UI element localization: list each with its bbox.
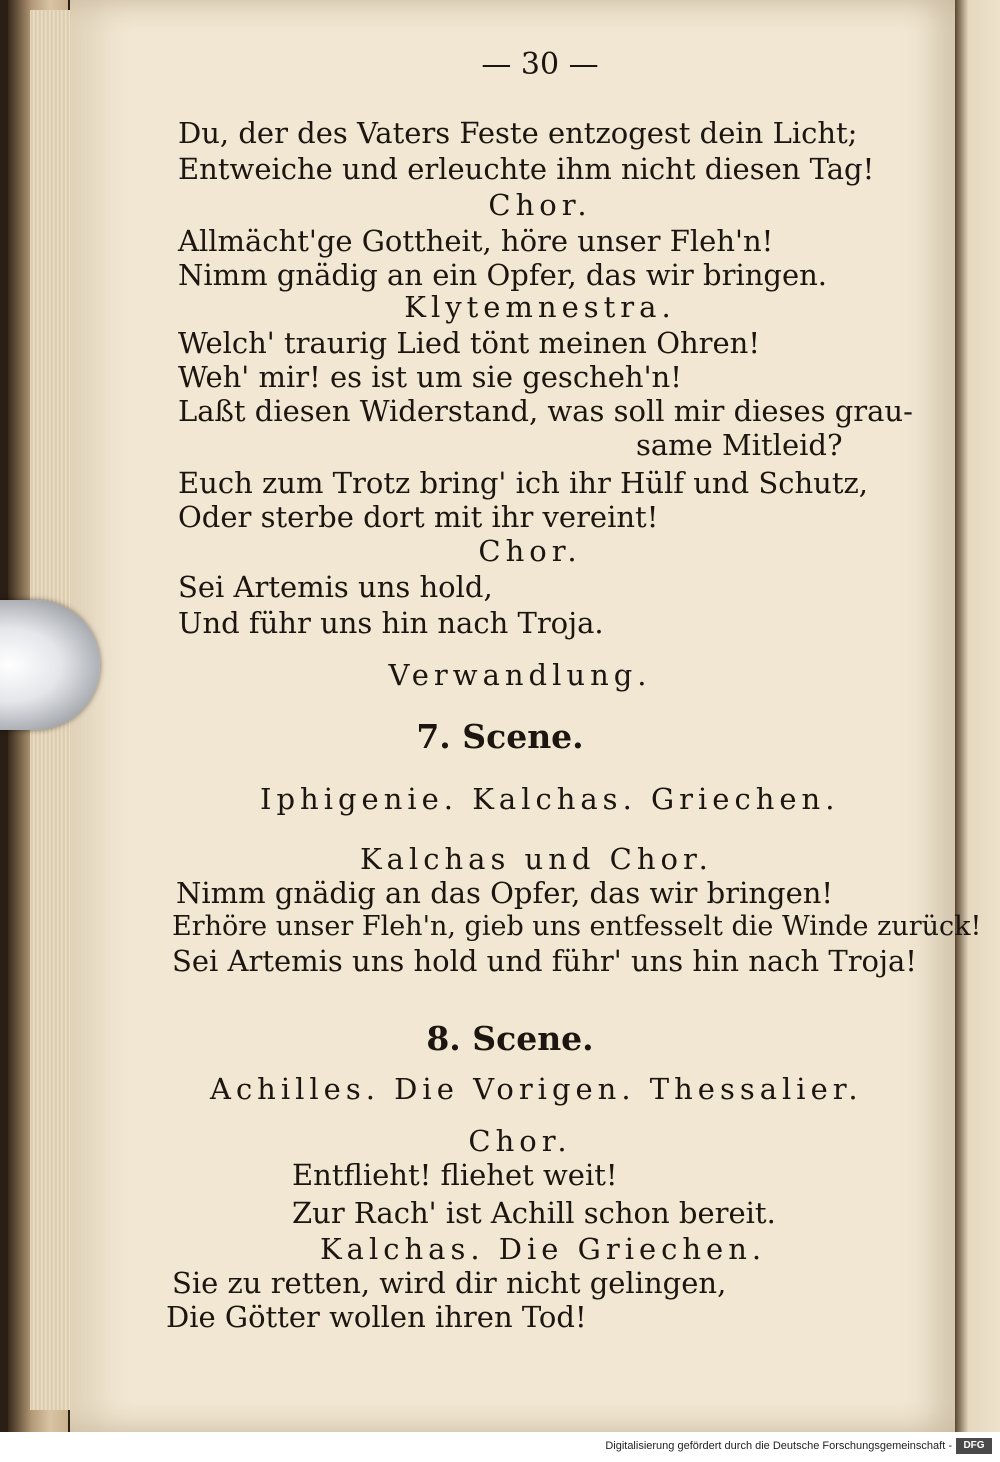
verse-line: Laßt diesen Widerstand, was soll mir dieses grau- <box>178 394 913 428</box>
verse-line: Entflieht! fliehet weit! <box>292 1158 618 1192</box>
verse-line: Oder sterbe dort mit ihr vereint! <box>178 500 659 534</box>
verse-line: Die Götter wollen ihren Tod! <box>166 1300 587 1334</box>
scene-heading: 8. Scene. <box>426 1019 594 1058</box>
speaker-label: Klytemnestra. <box>404 290 676 324</box>
footer-bar <box>0 1432 1000 1462</box>
stage-direction: Verwandlung. <box>388 658 652 692</box>
verse-line: Entweiche und erleuchte ihm nicht diesen Tag! <box>178 152 875 186</box>
verse-line: Zur Rach' ist Achill schon bereit. <box>292 1196 776 1230</box>
verse-line: Weh' mir! es ist um sie gescheh'n! <box>178 360 682 394</box>
verse-line: Sie zu retten, wird dir nicht gelingen, <box>172 1266 727 1300</box>
speaker-label: Kalchas. Die Griechen. <box>320 1232 767 1266</box>
scene-heading: 7. Scene. <box>416 717 584 756</box>
speaker-label: Kalchas und Chor. <box>360 842 713 876</box>
verse-line: Und führ uns hin nach Troja. <box>178 606 604 640</box>
verse-line: same Mitleid? <box>636 428 843 462</box>
cast-list: Iphigenie. Kalchas. Griechen. <box>260 782 840 816</box>
verse-line: Sei Artemis uns hold und führ' uns hin nach Troja! <box>172 944 917 978</box>
verse-line: Du, der des Vaters Feste entzogest dein Licht; <box>178 116 858 150</box>
speaker-label: Chor. <box>478 534 582 568</box>
verse-line: Erhöre unser Fleh'n, gieb uns entfesselt die Winde zurück! <box>172 911 982 942</box>
speaker-label: Chor. <box>488 188 592 222</box>
verse-line: Nimm gnädig an ein Opfer, das wir bringen. <box>178 258 828 292</box>
verse-line: Sei Artemis uns hold, <box>178 570 493 604</box>
digitization-credit: Digitalisierung gefördert durch die Deutsche Forschungsgemeinschaft - <box>605 1440 952 1452</box>
page-number: — 30 — <box>481 47 599 82</box>
dfg-logo: DFG <box>956 1438 992 1454</box>
verse-line: Welch' traurig Lied tönt meinen Ohren! <box>178 326 761 360</box>
verse-line: Euch zum Trotz bring' ich ihr Hülf und Schutz, <box>178 466 868 500</box>
speaker-label: Chor. <box>468 1124 572 1158</box>
verse-line: Nimm gnädig an das Opfer, das wir bringen! <box>176 876 834 910</box>
cast-list: Achilles. Die Vorigen. Thessalier. <box>210 1072 863 1106</box>
verse-line: Allmächt'ge Gottheit, höre unser Fleh'n! <box>178 224 774 258</box>
